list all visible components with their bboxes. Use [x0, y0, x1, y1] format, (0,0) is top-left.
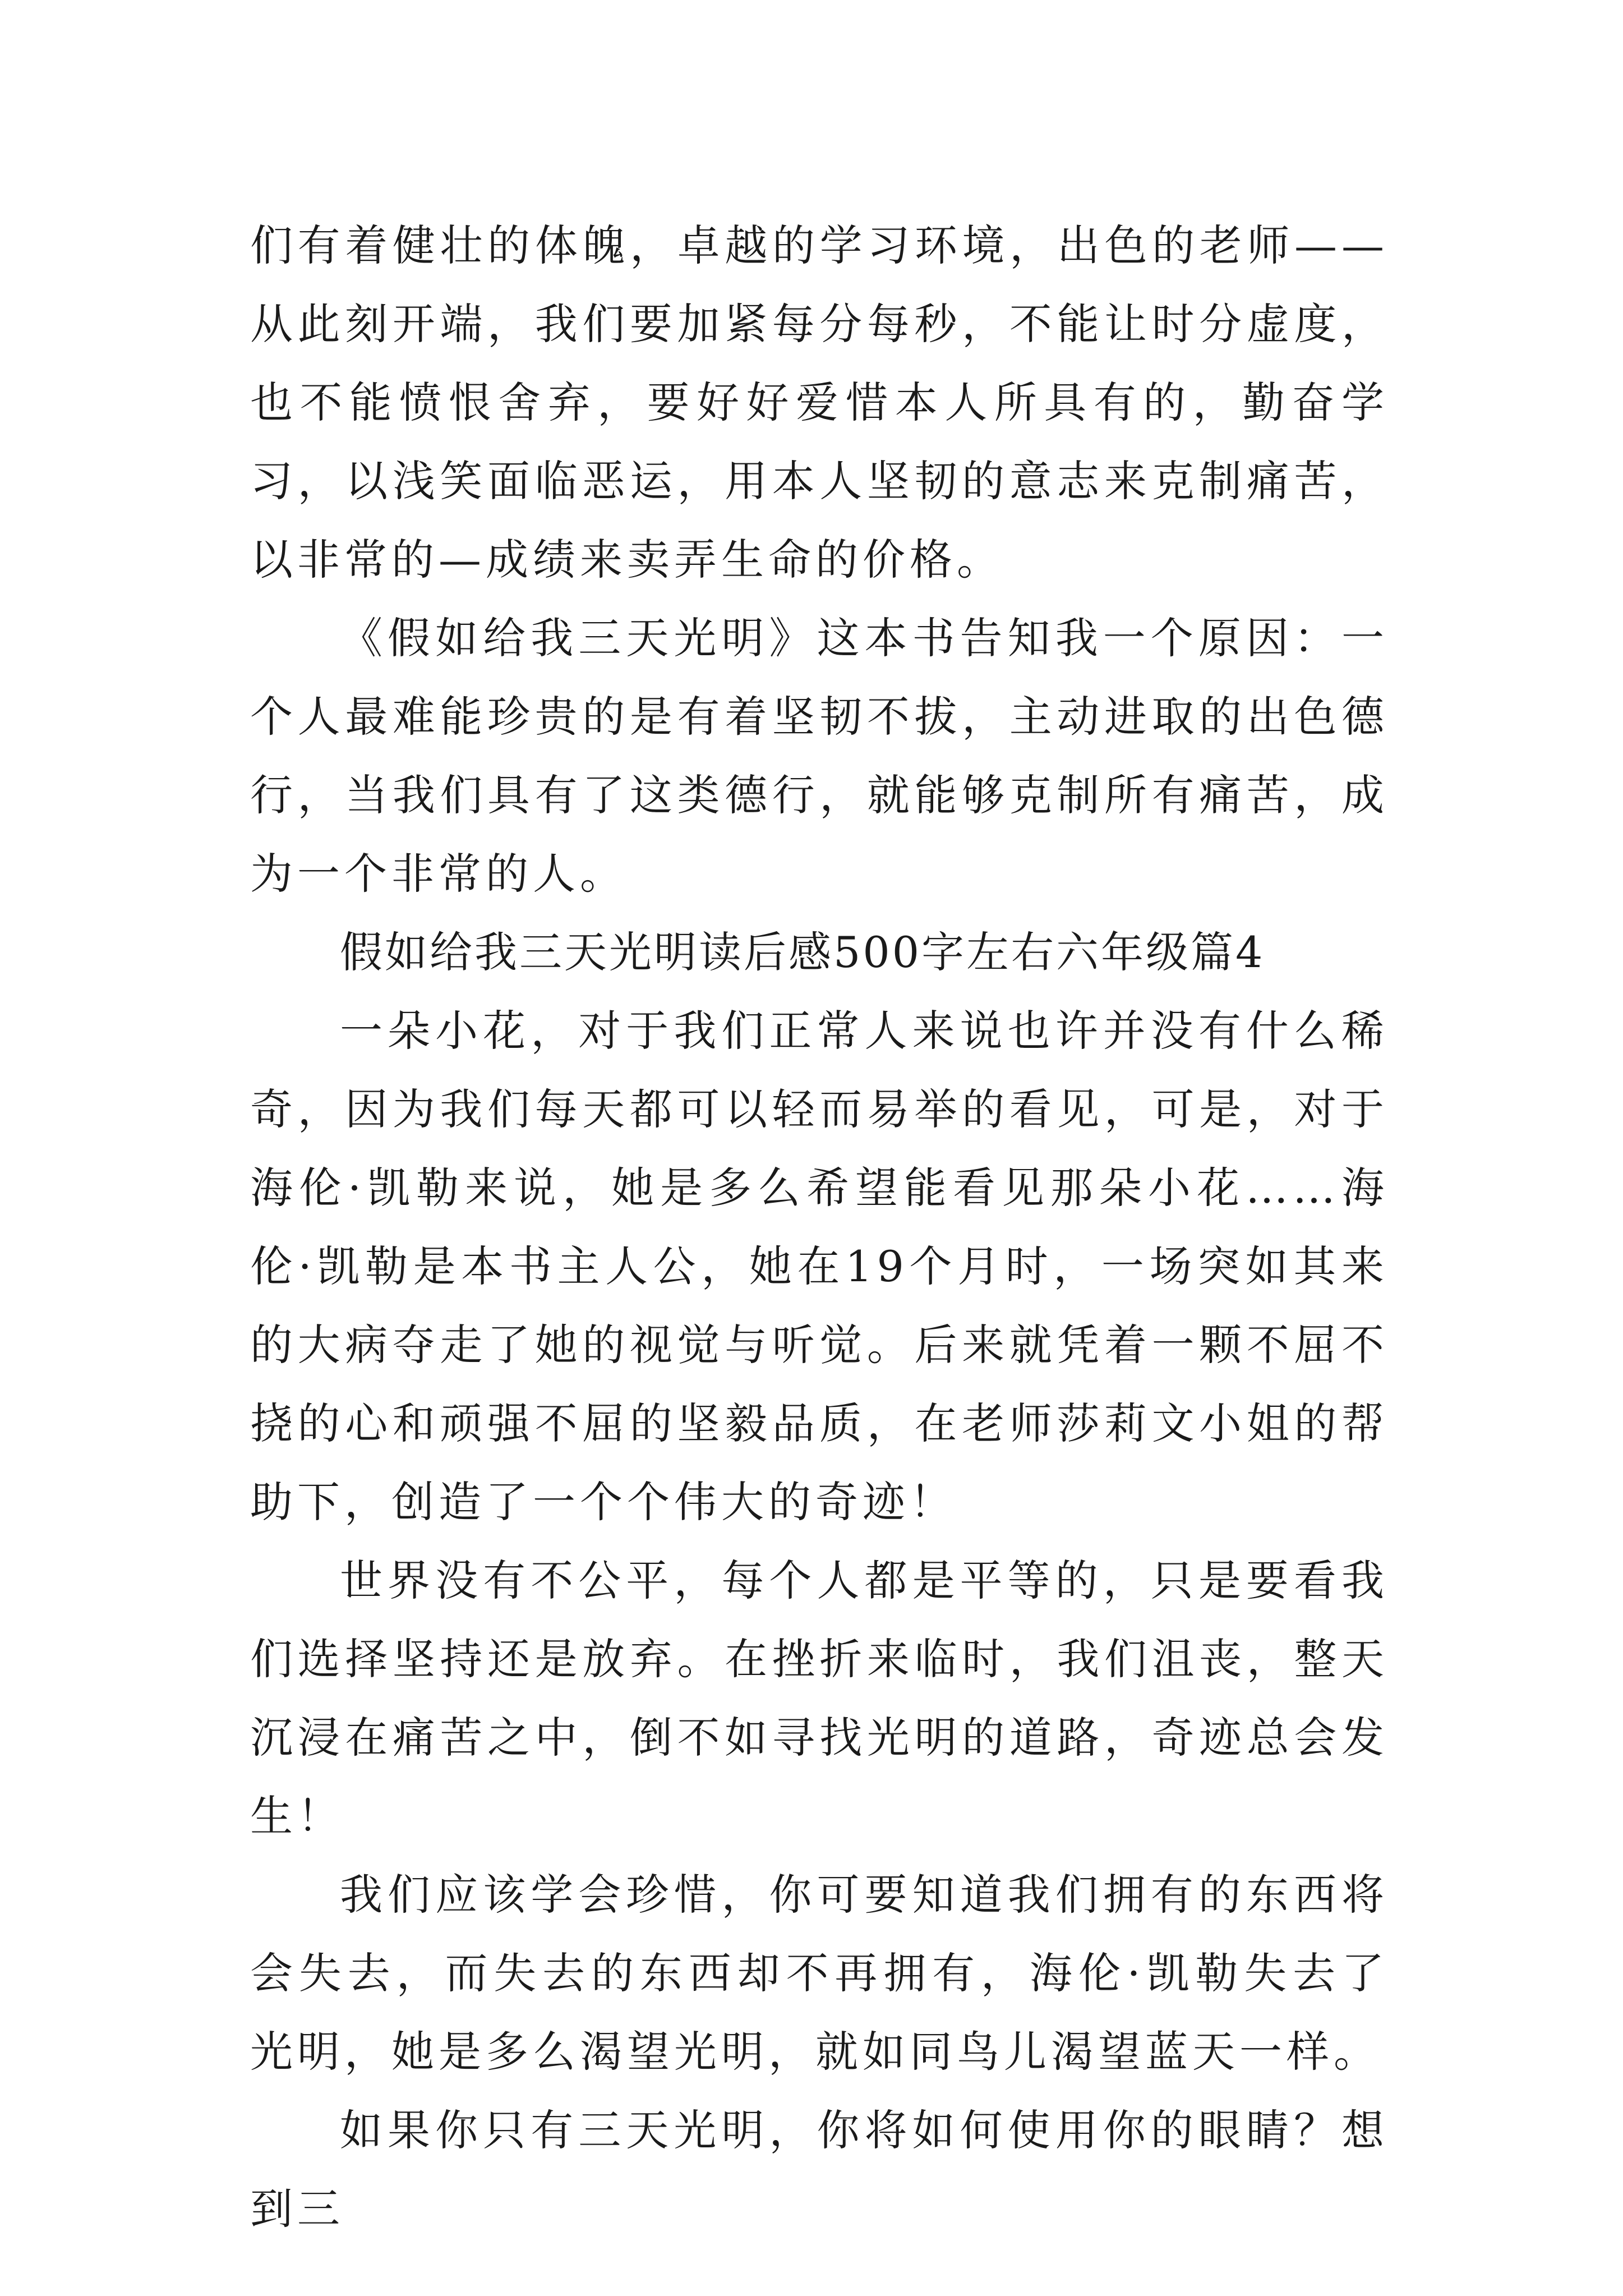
section-heading: 假如给我三天光明读后感500字左右六年级篇4	[340, 927, 1265, 977]
paragraph-cherish: 我们应该学会珍惜，你可要知道我们拥有的东西将会失去，而失去的东西却不再拥有，海伦·凯勒失去了光明，她是多么渴望光明，就如同鸟儿渴望蓝天一样。	[250, 1870, 1389, 2077]
paragraph-book-lesson: 《假如给我三天光明》这本书告知我一个原因：一个人最难能珍贵的是有着坚韧不拔，主动进取的出色德行，当我们具有了这类德行，就能够克制所有痛苦，成为一个非常的人。	[250, 613, 1389, 899]
paragraph-little-flower: 一朵小花，对于我们正常人来说也许并没有什么稀奇，因为我们每天都可以轻而易举的看见，可是，对于海伦·凯勒来说，她是多么希望能看见那朵小花……海伦·凯勒是本书主人公，她在19个月时，一场突如其来的大病夺走了她的视觉与听觉。后来就凭着一颗不屈不挠的心和顽强不屈的坚毅品质，在老师莎莉文小姐的帮助下，创造了一个个伟大的奇迹！	[250, 1006, 1389, 1527]
paragraph-continuation: 们有着健壮的体魄，卓越的学习环境，出色的老师——从此刻开端，我们要加紧每分每秒，不能让时分虚度，也不能愤恨舍弃，要好好爱惜本人所具有的，勤奋学习，以浅笑面临恶运，用本人坚韧的意志来克制痛苦，以非常的—成绩来卖弄生命的价格。	[250, 220, 1389, 585]
paragraph-fairness: 世界没有不公平，每个人都是平等的，只是要看我们选择坚持还是放弃。在挫折来临时，我们沮丧，整天沉浸在痛苦之中，倒不如寻找光明的道路，奇迹总会发生！	[250, 1556, 1389, 1841]
paragraph-three-days: 如果你只有三天光明，你将如何使用你的眼睛？想到三	[250, 2105, 1389, 2234]
document-body	[250, 206, 1389, 2248]
